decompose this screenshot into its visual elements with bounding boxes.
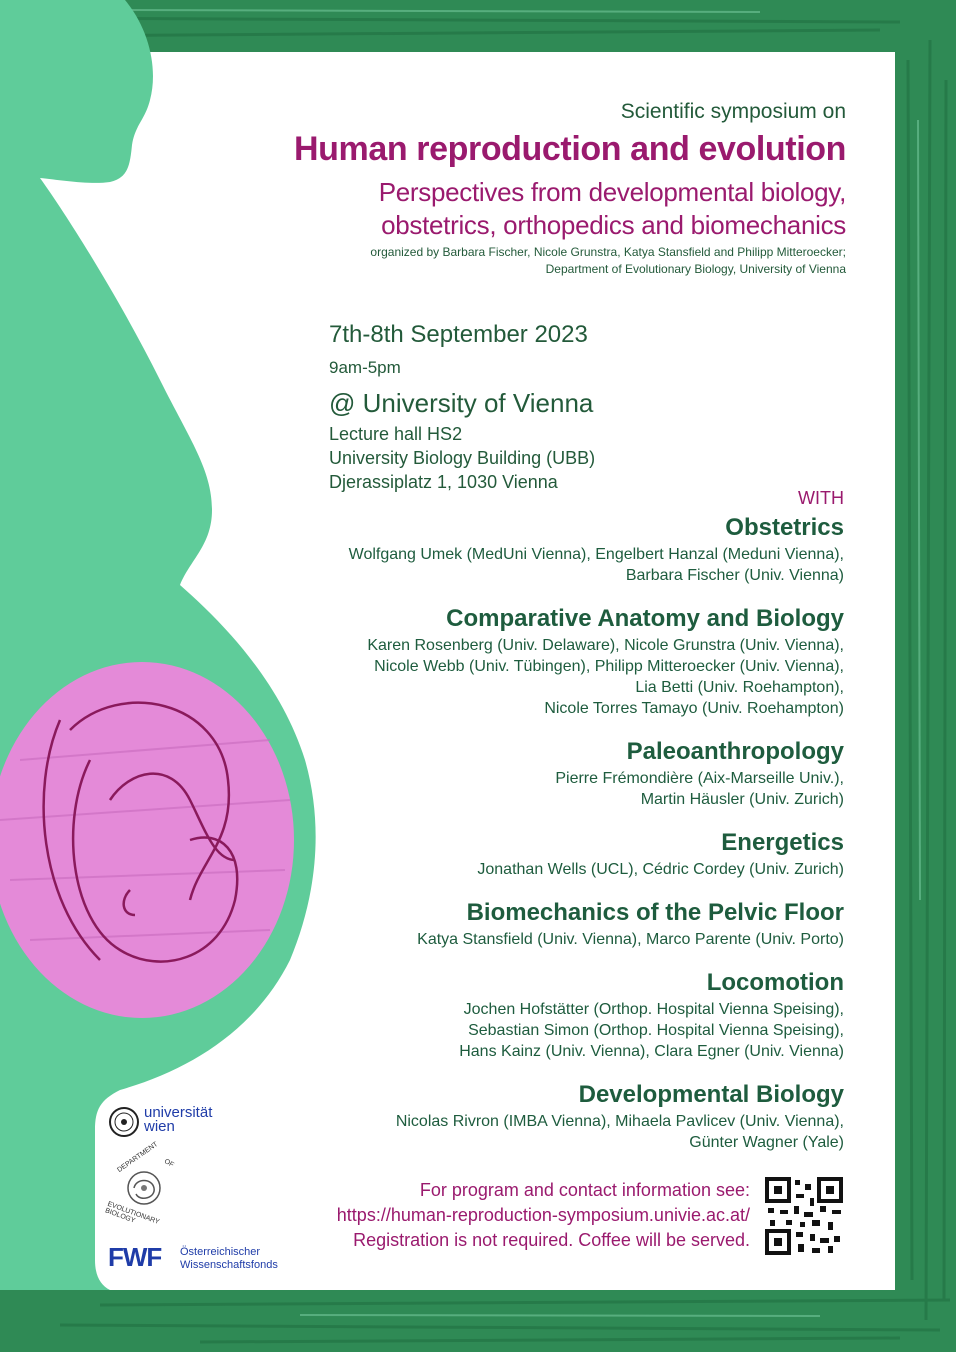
section-heading-comparative-anatomy: Comparative Anatomy and Biology bbox=[446, 605, 844, 632]
fwf-mark: FWF bbox=[108, 1242, 162, 1272]
univie-line-2: wien bbox=[144, 1118, 175, 1135]
speaker-line: Karen Rosenberg (Univ. Delaware), Nicole Grunstra (Univ. Vienna), bbox=[367, 637, 844, 654]
department-logo bbox=[104, 1140, 184, 1228]
subtitle-line-2: obstetrics, orthopedics and biomechanics bbox=[381, 210, 846, 240]
section-heading-locomotion: Locomotion bbox=[706, 969, 844, 996]
organizers-line-1: organized by Barbara Fischer, Nicole Grunstra, Katya Stansfield and Philipp Mitteroecker; bbox=[370, 245, 846, 259]
symposium-url-link[interactable]: https://human-reproduction-symposium.univie.ac.at/ bbox=[336, 1205, 750, 1225]
registration-note: Registration is not required. Coffee will be served. bbox=[353, 1230, 750, 1250]
university-seal-icon bbox=[108, 1106, 140, 1138]
dept-top-text: DEPARTMENT bbox=[116, 1140, 160, 1175]
section-heading-obstetrics: Obstetrics bbox=[725, 514, 844, 541]
address-line-3: Djerassiplatz 1, 1030 Vienna bbox=[329, 472, 558, 492]
main-title: Human reproduction and evolution bbox=[294, 130, 846, 168]
speaker-line: Jonathan Wells (UCL), Cédric Cordey (Univ. Zurich) bbox=[477, 861, 844, 878]
speaker-line: Martin Häusler (Univ. Zurich) bbox=[640, 791, 844, 808]
fwf-logo bbox=[108, 1242, 298, 1272]
section-heading-paleoanthropology: Paleoanthropology bbox=[626, 738, 844, 765]
dept-of-text: OF bbox=[162, 1158, 175, 1169]
section-heading-energetics: Energetics bbox=[721, 829, 844, 856]
speaker-line: Günter Wagner (Yale) bbox=[689, 1134, 844, 1151]
speaker-line: Hans Kainz (Univ. Vienna), Clara Egner (Univ. Vienna) bbox=[459, 1043, 844, 1060]
dept-bottom-text: EVOLUTIONARY BIOLOGY bbox=[104, 1200, 161, 1226]
speaker-line: Wolfgang Umek (MedUni Vienna), Engelbert Hanzal (Meduni Vienna), bbox=[348, 546, 844, 563]
address-line-1: Lecture hall HS2 bbox=[329, 424, 463, 444]
univie-line-1: universität bbox=[144, 1104, 213, 1121]
speaker-line: Barbara Fischer (Univ. Vienna) bbox=[625, 567, 844, 584]
event-venue: @ University of Vienna bbox=[329, 388, 594, 418]
speaker-line: Nicole Torres Tamayo (Univ. Roehampton) bbox=[544, 700, 844, 717]
speaker-line: Nicole Webb (Univ. Tübingen), Philipp Mitteroecker (Univ. Vienna), bbox=[374, 658, 844, 675]
organizers-line-2: Department of Evolutionary Biology, University of Vienna bbox=[545, 262, 846, 276]
speaker-line: Lia Betti (Univ. Roehampton), bbox=[635, 679, 844, 696]
subtitle-line-1: Perspectives from developmental biology, bbox=[378, 177, 846, 207]
with-label: WITH bbox=[798, 488, 844, 508]
info-line: For program and contact information see: bbox=[419, 1180, 750, 1200]
speaker-line: Katya Stansfield (Univ. Vienna), Marco Parente (Univ. Porto) bbox=[417, 931, 844, 948]
university-of-vienna-logo bbox=[108, 1104, 228, 1140]
section-heading-biomechanics: Biomechanics of the Pelvic Floor bbox=[466, 899, 844, 926]
address-line-2: University Biology Building (UBB) bbox=[329, 448, 596, 468]
speaker-line: Jochen Hofstätter (Orthop. Hospital Vienna Speising), bbox=[463, 1001, 844, 1018]
fwf-name-line-2: Wissenschaftsfonds bbox=[180, 1259, 278, 1271]
speaker-line: Pierre Frémondière (Aix-Marseille Univ.), bbox=[555, 770, 844, 787]
event-dates: 7th-8th September 2023 bbox=[329, 321, 588, 348]
speaker-line: Sebastian Simon (Orthop. Hospital Vienna Speising), bbox=[468, 1022, 844, 1039]
speaker-line: Nicolas Rivron (IMBA Vienna), Mihaela Pavlicev (Univ. Vienna), bbox=[395, 1113, 844, 1130]
section-heading-developmental-biology: Developmental Biology bbox=[578, 1081, 844, 1108]
kicker: Scientific symposium on bbox=[620, 100, 846, 123]
event-hours: 9am-5pm bbox=[329, 358, 401, 377]
fwf-name-line-1: Österreichischer bbox=[180, 1246, 261, 1258]
